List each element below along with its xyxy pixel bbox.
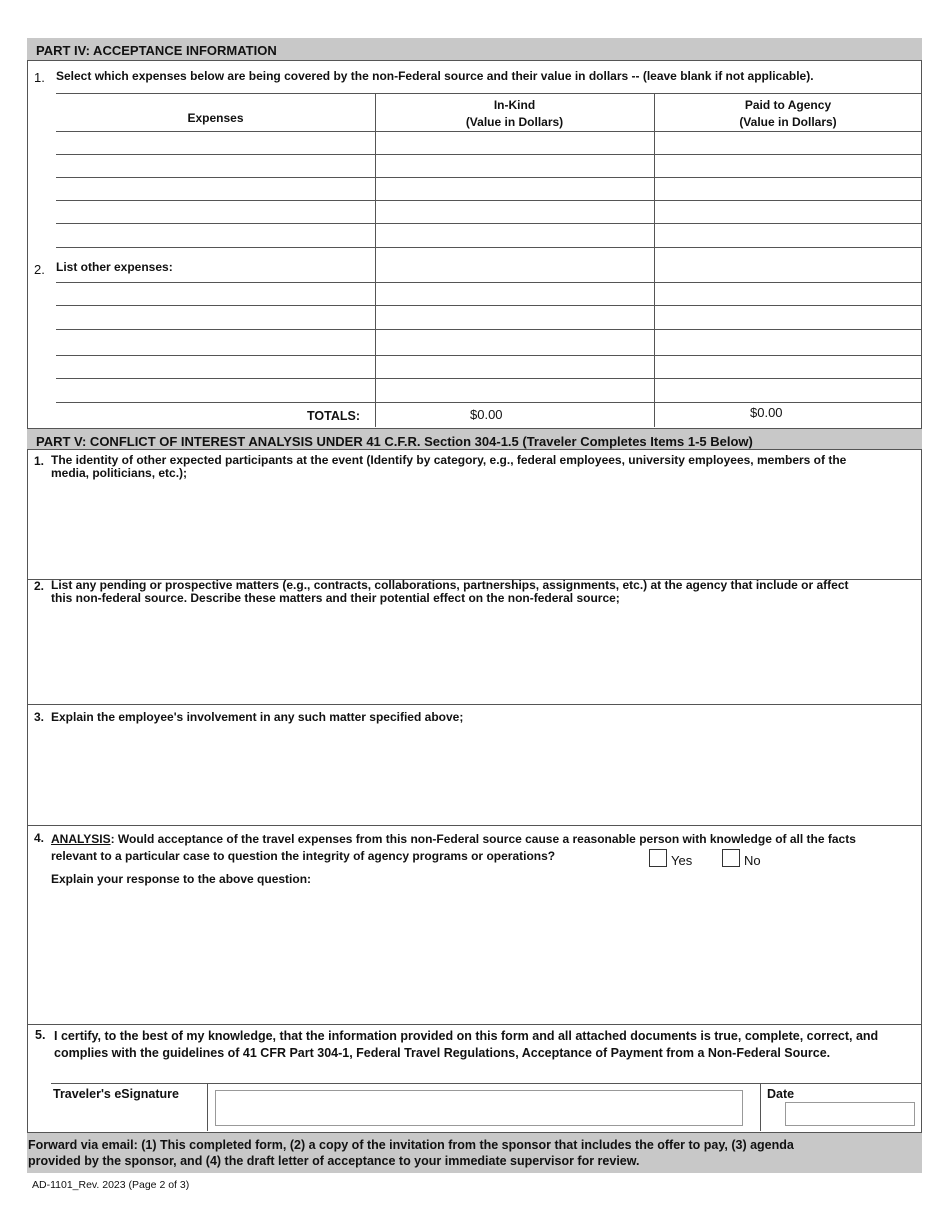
other-expense-row3-name[interactable] (58, 331, 372, 353)
other-expense-row5-paid[interactable] (657, 380, 920, 400)
other-expense-row1-inkind[interactable] (378, 284, 652, 304)
table-row-line (56, 154, 922, 155)
total-paid-value: $0.00 (750, 405, 783, 420)
form-identifier: AD-1101_Rev. 2023 (Page 2 of 3) (32, 1179, 190, 1191)
table-row-line (56, 282, 922, 283)
forward-instructions-band (27, 1132, 922, 1173)
signature-label: Traveler's eSignature (53, 1087, 179, 1101)
q4-explanation[interactable] (34, 892, 920, 1024)
col-header-paid-line2: (Value in Dollars) (739, 115, 837, 129)
forward-instructions (28, 1137, 794, 1169)
q5-text-line1: I certify, to the best of my knowledge, that the information provided on this form and all attached documents is true, complete, correct, and (54, 1029, 879, 1043)
q2-text-line2: this non-federal source. Describe these matters and their potential effect on the non-federal source; (51, 591, 620, 605)
table-row-line (56, 177, 922, 178)
other-expense-header-paid[interactable] (657, 250, 920, 280)
no-checkbox[interactable] (722, 849, 740, 867)
signature-row-top-line (51, 1083, 922, 1084)
q4-question: : Would acceptance of the travel expenses from this non-Federal source cause a reasonable person with knowledge of all the facts (110, 832, 856, 846)
forward-instructions-line2: provided by the sponsor, and (4) the draft letter of acceptance to your immediate supervisor for review. (28, 1154, 640, 1168)
other-expense-header-inkind[interactable] (378, 250, 652, 280)
q2-text-line1: List any pending or prospective matters (e.g., contracts, collaborations, partnerships, assignments, etc.) at the agency that include or affect (51, 578, 849, 592)
other-expense-row2-paid[interactable] (657, 307, 920, 327)
expense-row5-inkind[interactable] (378, 225, 652, 245)
totals-label: TOTALS: (306, 409, 360, 423)
signature-date-divider (760, 1083, 761, 1131)
q5-number: 5. (35, 1028, 46, 1042)
expense-row5-name[interactable] (58, 225, 372, 245)
expense-row1-name[interactable] (58, 133, 372, 153)
col-header-inkind-line1: In-Kind (493, 98, 536, 112)
part4-header (27, 38, 922, 61)
forward-instructions-line1: Forward via email: (1) This completed form, (2) a copy of the invitation from the sponsor that includes the offer to pay, (3) agenda (28, 1138, 794, 1152)
table-row-line (56, 355, 922, 356)
expense-row4-paid[interactable] (657, 202, 920, 222)
expense-row4-name[interactable] (58, 202, 372, 222)
item2-number: 2. (34, 262, 45, 277)
table-row-line (56, 223, 922, 224)
q1-text-line1: The identity of other expected participants at the event (Identify by category, e.g., federal employees, university employees, members of the (51, 453, 847, 467)
other-expense-row5-name[interactable] (58, 380, 372, 400)
q5-text (54, 1028, 878, 1062)
other-expense-row4-name[interactable] (58, 357, 372, 377)
expense-row2-inkind[interactable] (378, 156, 652, 176)
col-header-paid-line1: Paid to Agency (744, 98, 832, 112)
q3-divider (27, 825, 922, 826)
q2-divider (27, 704, 922, 705)
q2-number: 2. (34, 579, 45, 593)
q1-text (51, 454, 846, 480)
table-row-line (56, 402, 922, 403)
item1-instructions: Select which expenses below are being covered by the non-Federal source and their value in dollars -- (leave blank if not applicable). (56, 69, 814, 83)
other-expense-row4-inkind[interactable] (378, 357, 652, 377)
other-expense-row1-paid[interactable] (657, 284, 920, 304)
q2-response[interactable] (34, 610, 920, 704)
q3-number: 3. (34, 710, 45, 724)
col-header-paid (654, 97, 922, 131)
date-field[interactable] (785, 1102, 915, 1126)
q1-text-line2: media, politicians, etc.); (51, 466, 188, 480)
part5-header (27, 428, 922, 450)
table-row-line (56, 305, 922, 306)
q4-analysis-label: ANALYSIS (51, 832, 111, 846)
yes-label: Yes (671, 853, 693, 868)
expense-row2-name[interactable] (58, 156, 372, 176)
q1-response[interactable] (34, 484, 920, 580)
q5-text-line2: complies with the guidelines of 41 CFR Part 304-1, Federal Travel Regulations, Acceptance of Payment from a Non-Federal Source. (54, 1046, 831, 1060)
signature-field[interactable] (215, 1090, 743, 1126)
expense-row3-inkind[interactable] (378, 179, 652, 199)
other-expense-row2-name[interactable] (58, 307, 372, 327)
other-expense-row2-inkind[interactable] (378, 307, 652, 327)
expense-row4-inkind[interactable] (378, 202, 652, 222)
table-col-divider (654, 93, 655, 427)
table-row-line (56, 329, 922, 330)
other-expense-row5-inkind[interactable] (378, 380, 652, 400)
expense-row2-paid[interactable] (657, 156, 920, 176)
expense-row1-paid[interactable] (657, 133, 920, 153)
q2-text (51, 579, 849, 605)
part5-title: PART V: CONFLICT OF INTEREST ANALYSIS UNDER 41 C.F.R. Section 304-1.5 (Traveler Completes Items 1-5 Below) (36, 434, 753, 449)
part4-title: PART IV: ACCEPTANCE INFORMATION (36, 43, 277, 58)
col-header-expenses: Expenses (187, 111, 244, 125)
date-label: Date (767, 1087, 795, 1101)
other-expense-row4-paid[interactable] (657, 357, 920, 377)
other-expense-row3-inkind[interactable] (378, 331, 652, 353)
table-row-line (56, 131, 922, 132)
q3-response[interactable] (34, 728, 920, 826)
table-top-line (56, 93, 922, 94)
expense-row1-inkind[interactable] (378, 133, 652, 153)
q1-number: 1. (34, 454, 45, 468)
expense-row3-name[interactable] (58, 179, 372, 199)
total-inkind-value: $0.00 (470, 407, 503, 422)
table-row-line (56, 200, 922, 201)
table-row-line (56, 378, 922, 379)
q3-text: Explain the employee's involvement in any such matter specified above; (51, 710, 464, 724)
col-header-inkind-line2: (Value in Dollars) (465, 115, 564, 129)
col-header-inkind (375, 97, 654, 131)
q4-text-line1 (51, 831, 856, 848)
item2-label: List other expenses: (56, 260, 173, 274)
item1-number: 1. (34, 70, 45, 85)
other-expense-row3-paid[interactable] (657, 331, 920, 353)
q4-text-line2: relevant to a particular case to question the integrity of agency programs or operations? (51, 849, 556, 863)
signature-left-divider (207, 1083, 208, 1131)
yes-checkbox[interactable] (649, 849, 667, 867)
q4-number: 4. (34, 831, 45, 845)
other-expense-row1-name[interactable] (58, 284, 372, 304)
q4-divider (27, 1024, 922, 1025)
table-row-line (56, 247, 922, 248)
expense-row3-paid[interactable] (657, 179, 920, 199)
table-col-divider (375, 93, 376, 427)
q4-explain-label: Explain your response to the above question: (51, 872, 312, 886)
no-label: No (744, 853, 761, 868)
expense-row5-paid[interactable] (657, 225, 920, 245)
